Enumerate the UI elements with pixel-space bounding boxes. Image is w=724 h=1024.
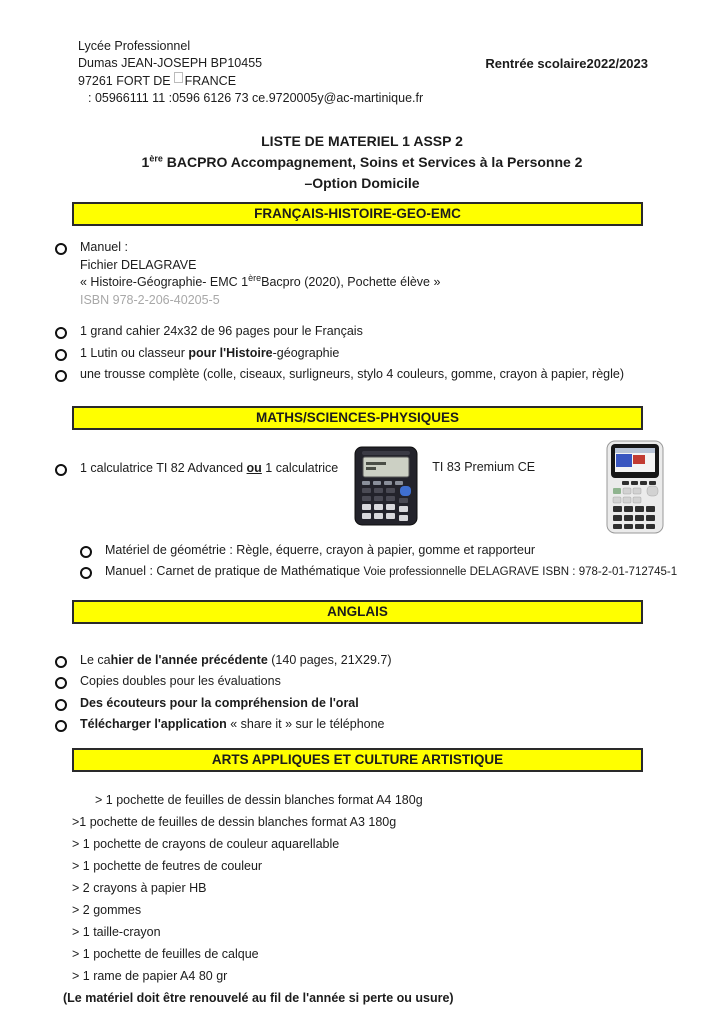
ti-83-premium-ce-calculator-image <box>606 440 664 537</box>
circle-bullet-icon <box>55 327 67 339</box>
text-segment: 1 calculatrice <box>261 460 339 475</box>
text-segment: ère <box>149 153 163 164</box>
document-title-line <box>0 152 724 173</box>
section-anglais <box>0 600 724 734</box>
text-segment: ISBN 978-2-206-40205-5 <box>80 292 220 307</box>
arrow-list-item: > 2 crayons à papier HB <box>72 880 207 895</box>
section-banner: MATHS/SCIENCES-PHYSIQUES <box>72 406 643 430</box>
list-item-line <box>80 673 281 691</box>
text-segment: Bacpro (2020), Pochette élève » <box>261 275 441 289</box>
arrow-list-item: > 1 pochette de feutres de couleur <box>72 858 263 873</box>
circle-bullet-icon <box>55 677 67 689</box>
list-item-text <box>105 563 677 582</box>
circle-bullet-icon <box>80 546 92 558</box>
text-segment: 1 Lutin ou classeur <box>80 345 189 360</box>
list-item-line <box>80 292 440 310</box>
circle-bullet-icon <box>55 370 67 382</box>
circle-bullet-icon <box>55 656 67 668</box>
arrow-list-item: (Le matériel doit être renouvelé au fil de l'année si perte ou usure) <box>63 990 454 1005</box>
text-segment: Copies doubles pour les évaluations <box>80 674 281 688</box>
circle-bullet-icon <box>80 567 92 579</box>
list-item <box>55 239 684 309</box>
text-segment: Le ca <box>80 652 111 667</box>
text-segment: une trousse complète (colle, ciseaux, surligneurs, stylo 4 couleurs, gomme, crayon à papier, règle) <box>80 367 625 381</box>
list-item <box>55 323 684 341</box>
section-banner: ARTS APPLIQUES ET CULTURE ARTISTIQUE <box>72 748 643 772</box>
list-item-line <box>105 563 677 582</box>
list-item-text <box>80 695 359 713</box>
list-item-text <box>80 673 281 691</box>
sections-container <box>0 202 724 1007</box>
list-item-line <box>80 716 385 734</box>
text-segment: LISTE DE MATERIEL 1 ASSP 2 <box>261 133 463 149</box>
arrow-list-item: > 1 pochette de crayons de couleur aquarellable <box>72 836 340 851</box>
arrow-list-item: > 1 pochette de feuilles de calque <box>72 946 259 961</box>
text-segment: Manuel : Carnet de pratique de Mathématique <box>105 564 364 578</box>
text-segment: Des écouteurs pour la compréhension de l'oral <box>80 695 359 710</box>
list-item <box>55 716 684 734</box>
document-title <box>0 131 724 194</box>
text-segment: ère <box>248 272 262 283</box>
school-year-label: Rentrée scolaire2022/2023 <box>485 56 648 71</box>
list-item <box>80 563 684 582</box>
circle-bullet-icon <box>55 464 67 476</box>
text-segment: Voie professionnelle DELAGRAVE ISBN : 978-2-01-712745-1 <box>363 566 678 578</box>
list-item-line <box>105 542 535 560</box>
list-item-line <box>80 652 392 670</box>
text-segment: –Option Domicile <box>304 175 420 191</box>
list-item <box>55 652 684 670</box>
list-item <box>55 345 684 363</box>
school-header <box>0 0 724 107</box>
text-segment: Télécharger l'application <box>80 717 227 731</box>
section-francais <box>0 202 724 384</box>
list-item-text <box>80 323 363 341</box>
text-segment: BACPRO Accompagnement, Soins et Services à la Personne 2 <box>162 154 583 170</box>
text-segment: 1 <box>141 154 150 170</box>
text-segment: hier de l'année précédente <box>110 652 268 667</box>
text-segment: (140 pages, 21X29.7) <box>267 652 392 667</box>
list-item-line <box>80 695 359 713</box>
document-title-line <box>0 173 724 194</box>
list-item <box>55 695 684 713</box>
calculator-item-text <box>80 444 338 478</box>
circle-bullet-icon <box>55 243 67 255</box>
circle-bullet-icon <box>55 699 67 711</box>
arrow-list-item: >1 pochette de feuilles de dessin blanches format A3 180g <box>72 814 397 829</box>
text-segment: Matériel de géométrie : Règle, équerre, crayon à papier, gomme et rapporteur <box>105 542 536 557</box>
list-item-line <box>80 239 440 257</box>
text-segment: 1 grand cahier 24x32 de 96 pages pour le Français <box>80 324 363 338</box>
section-maths <box>0 406 724 582</box>
school-contact-line: : 05966111 11 :0596 6126 73 ce.9720005y@ac-martinique.fr <box>88 91 424 105</box>
calculator-row <box>55 444 664 536</box>
list-item <box>55 673 684 691</box>
text-segment: Manuel : <box>80 240 128 254</box>
school-city-line <box>78 72 648 90</box>
arrow-list-item: > 2 gommes <box>72 902 142 917</box>
section-banner: ANGLAIS <box>72 600 643 624</box>
school-address-line: Dumas JEAN-JOSEPH BP10455 <box>78 56 263 70</box>
list-item-text <box>80 345 339 363</box>
arrow-list-item: > 1 pochette de feuilles de dessin blanches format A4 180g <box>95 792 423 807</box>
section-arts <box>0 748 724 1007</box>
list-item <box>80 542 684 560</box>
missing-glyph-box <box>174 72 183 83</box>
text-segment: « share it » sur le téléphone <box>226 717 385 731</box>
ti-82-advanced-calculator-image <box>354 446 418 529</box>
list-item <box>55 366 684 384</box>
list-item-line <box>80 274 440 292</box>
list-item-text <box>80 239 440 309</box>
school-city-part1: 97261 FORT DE <box>78 74 171 88</box>
arrow-list-item: > 1 rame de papier A4 80 gr <box>72 968 228 983</box>
text-segment: « Histoire-Géographie- EMC 1 <box>80 275 249 289</box>
text-segment: ou <box>246 460 262 475</box>
ti-83-label: TI 83 Premium CE <box>432 459 536 474</box>
text-segment: -géographie <box>272 345 340 360</box>
list-item-text <box>80 716 385 734</box>
section-banner: FRANÇAIS-HISTOIRE-GEO-EMC <box>72 202 643 226</box>
school-city-part2: FRANCE <box>184 74 237 88</box>
list-item-text <box>80 366 624 384</box>
text-segment: Fichier DELAGRAVE <box>80 257 197 272</box>
school-name: Lycée Professionnel <box>78 39 191 53</box>
list-item-line <box>80 345 339 363</box>
text-segment: 1 calculatrice TI 82 Advanced <box>80 460 247 475</box>
list-item-text <box>105 542 535 560</box>
list-item-text <box>80 652 392 670</box>
arrow-list-item: > 1 taille-crayon <box>72 924 161 939</box>
circle-bullet-icon <box>55 349 67 361</box>
list-item-line <box>80 366 624 384</box>
circle-bullet-icon <box>55 720 67 732</box>
list-item-line <box>80 323 363 341</box>
text-segment: pour l'Histoire <box>188 345 273 360</box>
list-item-line <box>80 257 440 275</box>
document-title-line <box>0 131 724 152</box>
